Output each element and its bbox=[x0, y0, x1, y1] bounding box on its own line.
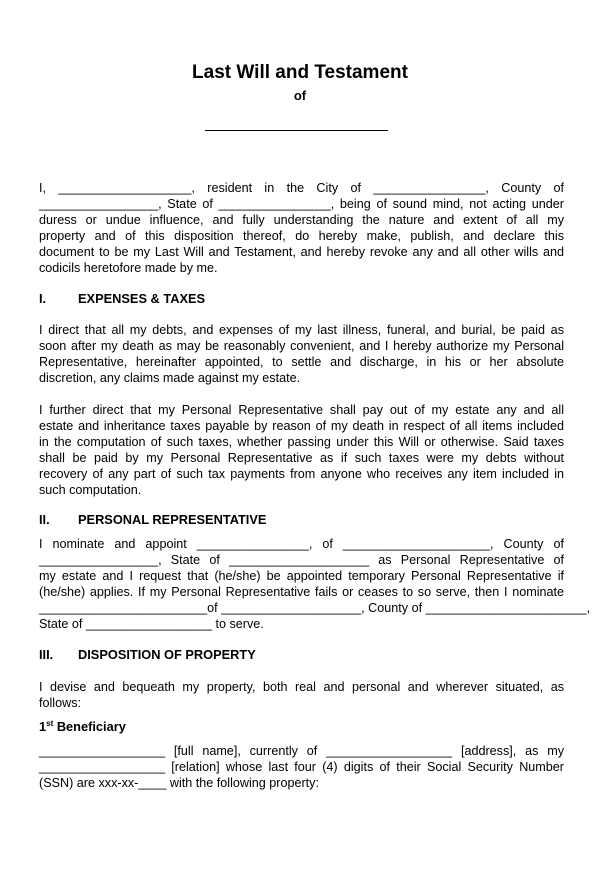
text-line: I devise and bequeath my property, both real and personal and wherever situated, as bbox=[39, 680, 564, 694]
beneficiary-ordinal: 1 bbox=[39, 719, 47, 734]
text-line: property and of this disposition thereof, do hereby make, publish, and declare this bbox=[39, 229, 564, 243]
text-line: __________________ [full name], currently of __________________ [address], as my bbox=[39, 744, 564, 758]
intro-paragraph bbox=[39, 180, 564, 276]
text-line: State of __________________ to serve. bbox=[39, 617, 264, 631]
text-line: (SSN) are xxx-xx-____ with the following property: bbox=[39, 776, 319, 790]
text-line: _________________, State of ________________, being of sound mind, not acting under bbox=[39, 197, 564, 211]
text-line: follows: bbox=[39, 696, 81, 710]
testator-name-line bbox=[205, 130, 388, 131]
text-line: duress or undue influence, and fully understanding the nature and extent of all my bbox=[39, 213, 564, 227]
text-line: I direct that all my debts, and expenses of my last illness, funeral, and burial, be paid as bbox=[39, 323, 564, 337]
text-line: I, ___________________, resident in the City of ________________, County of bbox=[39, 181, 564, 195]
section-heading-personal-representative bbox=[39, 512, 266, 527]
text-line: (he/she) applies. If my Personal Representative fails or ceases to so serve, then I nominate bbox=[39, 585, 564, 599]
text-line: estate and inheritance taxes payable by reason of my death in respect of all items included bbox=[39, 419, 564, 433]
section-number: II. bbox=[39, 512, 50, 527]
section-title: EXPENSES & TAXES bbox=[78, 291, 206, 306]
text-line: such computation. bbox=[39, 483, 142, 497]
section-number: I. bbox=[39, 291, 47, 306]
beneficiary-ordinal-suffix: st bbox=[46, 719, 54, 728]
expenses-paragraph-2 bbox=[39, 402, 564, 498]
section-title: PERSONAL REPRESENTATIVE bbox=[78, 512, 267, 527]
disposition-paragraph bbox=[39, 679, 564, 711]
section-title: DISPOSITION OF PROPERTY bbox=[78, 647, 256, 662]
text-line: codicils heretofore made by me. bbox=[39, 261, 218, 275]
section-heading-disposition bbox=[39, 647, 256, 662]
text-line: discretion, any claims made against my estate. bbox=[39, 371, 301, 385]
document-subtitle: of bbox=[293, 88, 307, 103]
text-line: __________________ [relation] whose last four (4) digits of their Social Security Number bbox=[39, 760, 564, 774]
document-title: Last Will and Testament bbox=[192, 62, 408, 83]
beneficiary-heading bbox=[39, 719, 126, 734]
text-line: my estate and I request that (he/she) be appointed temporary Personal Representative if bbox=[39, 569, 564, 583]
beneficiary-paragraph bbox=[39, 743, 564, 791]
text-line: _________________, State of ____________________ as Personal Representative of bbox=[39, 553, 564, 567]
text-line: Representative, hereinafter appointed, to settle and discharge, in his or her absolute bbox=[39, 355, 564, 369]
section-number: III. bbox=[39, 647, 54, 662]
text-line: soon after my death as may be reasonably convenient, and I hereby authorize my Personal bbox=[39, 339, 564, 353]
text-line: recovery of any part of such tax payments from anyone who receives any item included in bbox=[39, 467, 564, 481]
text-line: ________________________of ____________________, County of _______________________, bbox=[39, 601, 591, 615]
section-heading-expenses bbox=[39, 291, 205, 306]
text-line: document to be my Last Will and Testament, and hereby revoke any and all other wills and bbox=[39, 245, 564, 259]
text-line: in the computation of such taxes, whether passing under this Will or otherwise. Said taxes bbox=[39, 435, 564, 449]
expenses-paragraph-1 bbox=[39, 322, 564, 386]
text-line: I nominate and appoint ________________, of _____________________, County of bbox=[39, 537, 564, 551]
beneficiary-label: Beneficiary bbox=[56, 719, 126, 734]
text-line: shall be paid by my Personal Representative as if such taxes were my debts without bbox=[39, 451, 564, 465]
personal-representative-paragraph bbox=[39, 536, 591, 632]
text-line: I further direct that my Personal Representative shall pay out of my estate any and all bbox=[39, 403, 564, 417]
